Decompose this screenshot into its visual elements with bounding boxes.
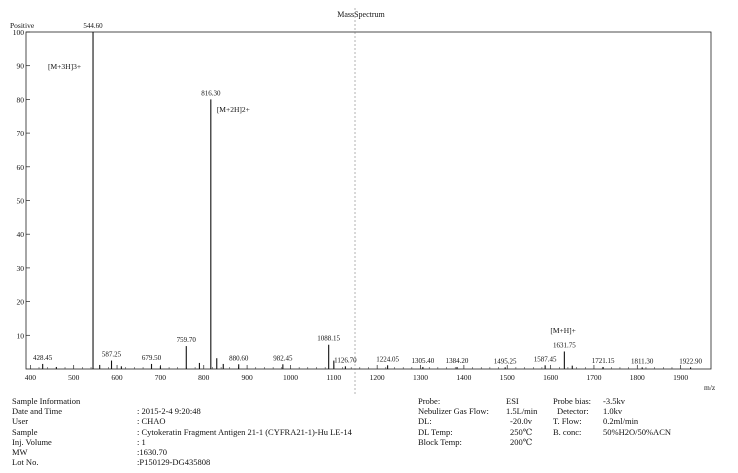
instrument-params-right	[553, 396, 671, 437]
sample-info-row	[12, 406, 201, 417]
instrument-param-row	[553, 426, 671, 437]
peak-label: 1587.45	[533, 355, 557, 364]
instrument-param-label: Detector:	[557, 406, 589, 417]
peak-label: 1495.25	[493, 357, 517, 366]
plot-frame	[26, 32, 711, 369]
instrument-param-label: Probe bias:	[553, 396, 592, 406]
sample-info-label: Lot No.	[12, 457, 39, 468]
instrument-param-label: Probe:	[418, 396, 441, 406]
x-tick-label: 1700	[586, 373, 602, 382]
sample-info-heading: Sample Information	[12, 396, 81, 406]
instrument-param-label: Nebulizer Gas Flow:	[418, 406, 489, 417]
y-tick-label: 30	[16, 263, 24, 273]
ion-annotations	[48, 62, 576, 335]
y-tick-label: 100	[12, 28, 24, 37]
instrument-param-value: -3.5kv	[603, 396, 625, 406]
instrument-param-value: 250℃	[510, 426, 533, 437]
instrument-param-value: 1.5L/min	[506, 406, 538, 417]
x-tick-label: 500	[68, 373, 80, 382]
peak-label: 1922.90	[679, 357, 702, 366]
sample-info-label: Date and Time	[12, 406, 63, 417]
x-tick-label: 1500	[499, 373, 515, 382]
sample-info-value: : 2015-2-4 9:20:48	[137, 406, 201, 417]
x-tick-label: 1800	[629, 373, 645, 382]
y-tick-label: 70	[16, 129, 24, 139]
instrument-param-value: 0.2ml/min	[603, 416, 639, 427]
instrument-param-row	[553, 406, 623, 417]
y-tick-label: 90	[16, 61, 24, 71]
x-tick-label: 900	[241, 373, 253, 382]
instrument-param-value: -20.0v	[510, 416, 532, 427]
sample-info-value: :1630.70	[137, 446, 167, 457]
instrument-param-value: ESI	[506, 396, 519, 406]
instrument-param-value: 50%H2O/50%ACN	[603, 426, 671, 437]
peak-label: 679.50	[141, 353, 162, 362]
x-tick-label: 1200	[369, 373, 385, 382]
y-tick-label: 40	[16, 230, 24, 240]
x-tick-label: 600	[111, 373, 123, 382]
instrument-param-row	[418, 396, 519, 406]
sample-info-value: : CHAO	[137, 416, 166, 427]
instrument-param-value: 200℃	[510, 436, 533, 447]
peak-label: 1631.75	[552, 341, 576, 350]
instrument-param-row	[553, 416, 639, 427]
peak-label: 587.25	[101, 350, 122, 359]
x-tick-label: 700	[154, 373, 167, 382]
sample-info-block	[12, 396, 352, 468]
x-tick-label: 1400	[456, 373, 472, 382]
instrument-params-left	[418, 396, 538, 447]
peak-label: 1305.40	[411, 356, 435, 365]
peak-label: 1811.30	[630, 357, 654, 366]
y-axis-ticks	[13, 28, 30, 340]
x-tick-label: 400	[24, 373, 36, 382]
peak-labels	[33, 22, 702, 365]
sample-info-row	[12, 416, 166, 427]
x-tick-label: 1100	[326, 373, 342, 382]
peak-label: 1126.70	[334, 356, 357, 365]
peak-label: 880.60	[229, 354, 249, 363]
sample-info-row	[12, 446, 167, 457]
annotation-m3h: [M+3H]3+	[48, 62, 82, 71]
x-tick-label: 1600	[543, 373, 559, 382]
chart-title: MassSpectrum	[337, 10, 385, 19]
peak-label: 759.70	[176, 336, 196, 345]
y-axis-label: Positive	[10, 21, 35, 30]
instrument-param-label: Block Temp:	[418, 436, 462, 447]
instrument-param-label: B. conc:	[553, 426, 582, 437]
sample-info-label: Sample	[12, 426, 38, 437]
instrument-param-row	[418, 406, 538, 417]
peak-label: 1721.15	[591, 356, 615, 365]
y-tick-label: 50	[16, 196, 24, 206]
x-tick-label: 800	[198, 373, 210, 382]
sample-info-label: Inj. Volume	[12, 436, 52, 447]
sample-info-value: : Cytokeratin Fragment Antigen 21-1 (CYFRA21-1)-Hu LE-14	[137, 426, 352, 437]
peak-label: 428.45	[33, 353, 53, 362]
instrument-param-label: DL:	[418, 416, 432, 427]
peak-label: 1088.15	[317, 334, 341, 343]
annotation-m2h: [M+2H]2+	[216, 105, 250, 114]
instrument-param-label: DL Temp:	[418, 426, 453, 437]
peak-label: 1384.20	[445, 356, 469, 365]
instrument-param-value: 1.0kv	[603, 406, 623, 417]
sample-info-row	[12, 436, 146, 447]
sample-info-label: User	[12, 416, 29, 427]
sample-info-value: : 1	[137, 436, 146, 447]
peak-label: 982.45	[273, 354, 293, 363]
x-axis-label: m/z	[704, 383, 716, 392]
x-tick-label: 1000	[282, 373, 298, 382]
y-tick-label: 20	[16, 297, 24, 307]
peak-label: 1224.05	[376, 355, 399, 364]
sample-info-label: MW	[12, 446, 28, 457]
x-tick-label: 1300	[413, 373, 429, 382]
peak-label: 544.60	[83, 22, 103, 30]
sample-info-row	[12, 457, 211, 468]
sample-info-value: :P150129-DG435808	[137, 457, 211, 468]
peak-bars	[43, 32, 691, 369]
y-tick-label: 80	[16, 95, 24, 105]
x-tick-label: 1900	[673, 373, 689, 382]
y-tick-label: 10	[16, 331, 24, 341]
instrument-param-row	[418, 436, 533, 447]
annotation-mh: [M+H]+	[550, 326, 576, 335]
instrument-param-row	[553, 396, 625, 406]
instrument-param-row	[418, 416, 532, 427]
x-axis-ticks	[25, 365, 689, 382]
instrument-param-row	[418, 426, 533, 437]
peak-label: 816.30	[201, 89, 221, 98]
y-tick-label: 60	[16, 162, 24, 172]
instrument-param-label: T. Flow:	[553, 416, 582, 427]
sample-info-row	[12, 426, 352, 437]
